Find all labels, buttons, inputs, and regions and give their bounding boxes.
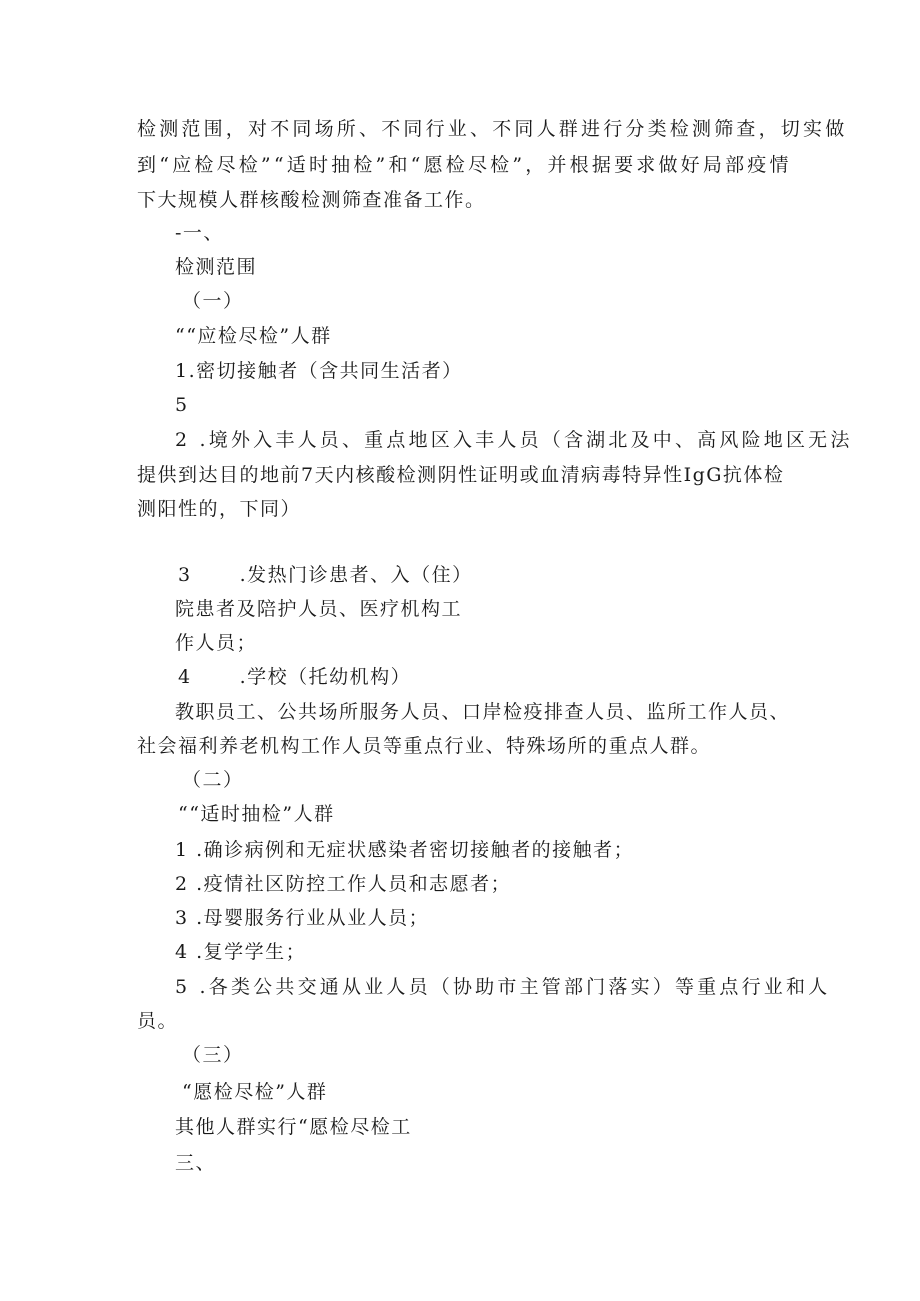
list-item-1-3-text: .发热门诊患者、入（住） bbox=[239, 564, 473, 586]
list-item-1-4 bbox=[178, 665, 411, 689]
subsection-title-1: ““应检尽检”人群 bbox=[175, 325, 332, 347]
list-item-1-4-cont-1: 教职员工、公共场所服务人员、口岸检疫排查人员、监所工作人员、 bbox=[175, 701, 791, 723]
intro-line-1: 检测范围，对不同场所、不同行业、不同人群进行分类检测筛查，切实做 bbox=[137, 118, 848, 140]
list-item-1-4-number: 4 bbox=[178, 666, 192, 688]
list-item-2-3: 3 .母婴服务行业从业人员； bbox=[175, 907, 430, 929]
list-item-1-1: 1.密切接触者（含共同生活者） bbox=[175, 360, 463, 382]
section-marker-three: 三、 bbox=[175, 1152, 217, 1174]
list-item-2-1: 1 .确诊病例和无症状感染者密切接触者的接触者； bbox=[175, 839, 635, 861]
list-item-2-5: 5 .各类公共交通从业人员（协助市主管部门落实）等重点行业和人 bbox=[175, 976, 831, 998]
list-item-1-3-cont-1: 院患者及陪护人员、医疗机构工 bbox=[175, 598, 463, 620]
subsection-number-2: （二） bbox=[182, 769, 244, 791]
subsection-title-2: ““适时抽检”人群 bbox=[178, 803, 335, 825]
list-item-1-2-line-2: 提供到达目的地前7天内核酸检测阴性证明或血清病毒特异性IgG抗体检 bbox=[137, 464, 785, 486]
list-item-1-2-line-3: 测阳性的，下同） bbox=[137, 498, 302, 520]
stray-page-number: 5 bbox=[175, 394, 189, 416]
list-item-2-5-cont: 员。 bbox=[137, 1010, 179, 1032]
list-item-1-3-number: 3 bbox=[178, 564, 192, 586]
list-item-1-4-cont-2: 社会福利养老机构工作人员等重点行业、特殊场所的重点人群。 bbox=[137, 735, 712, 757]
list-item-2-4: 4 .复学学生； bbox=[175, 941, 307, 963]
subsection-title-3: “愿检尽检”人群 bbox=[182, 1081, 328, 1103]
list-item-1-3 bbox=[178, 563, 473, 587]
list-item-1-2-line-1: 2 .境外入丰人员、重点地区入丰人员（含湖北及中、高风险地区无法 bbox=[175, 429, 853, 451]
intro-line-2: 到“应检尽检”“适时抽检”和“愿检尽检”，并根据要求做好局部疫情 bbox=[137, 154, 792, 176]
list-item-1-3-cont-2: 作人员； bbox=[175, 632, 258, 654]
list-item-2-2: 2 .疫情社区防控工作人员和志愿者； bbox=[175, 873, 512, 895]
section-title: 检测范围 bbox=[175, 256, 258, 278]
list-item-1-4-text: .学校（托幼机构） bbox=[239, 666, 412, 688]
intro-line-3: 下大规模人群核酸检测筛查准备工作。 bbox=[137, 189, 486, 211]
subsection-3-text: 其他人群实行“愿检尽检工 bbox=[175, 1116, 412, 1138]
subsection-number-1: （一） bbox=[182, 290, 244, 312]
subsection-number-3: （三） bbox=[182, 1044, 244, 1066]
section-marker-one: -一、 bbox=[175, 222, 224, 244]
